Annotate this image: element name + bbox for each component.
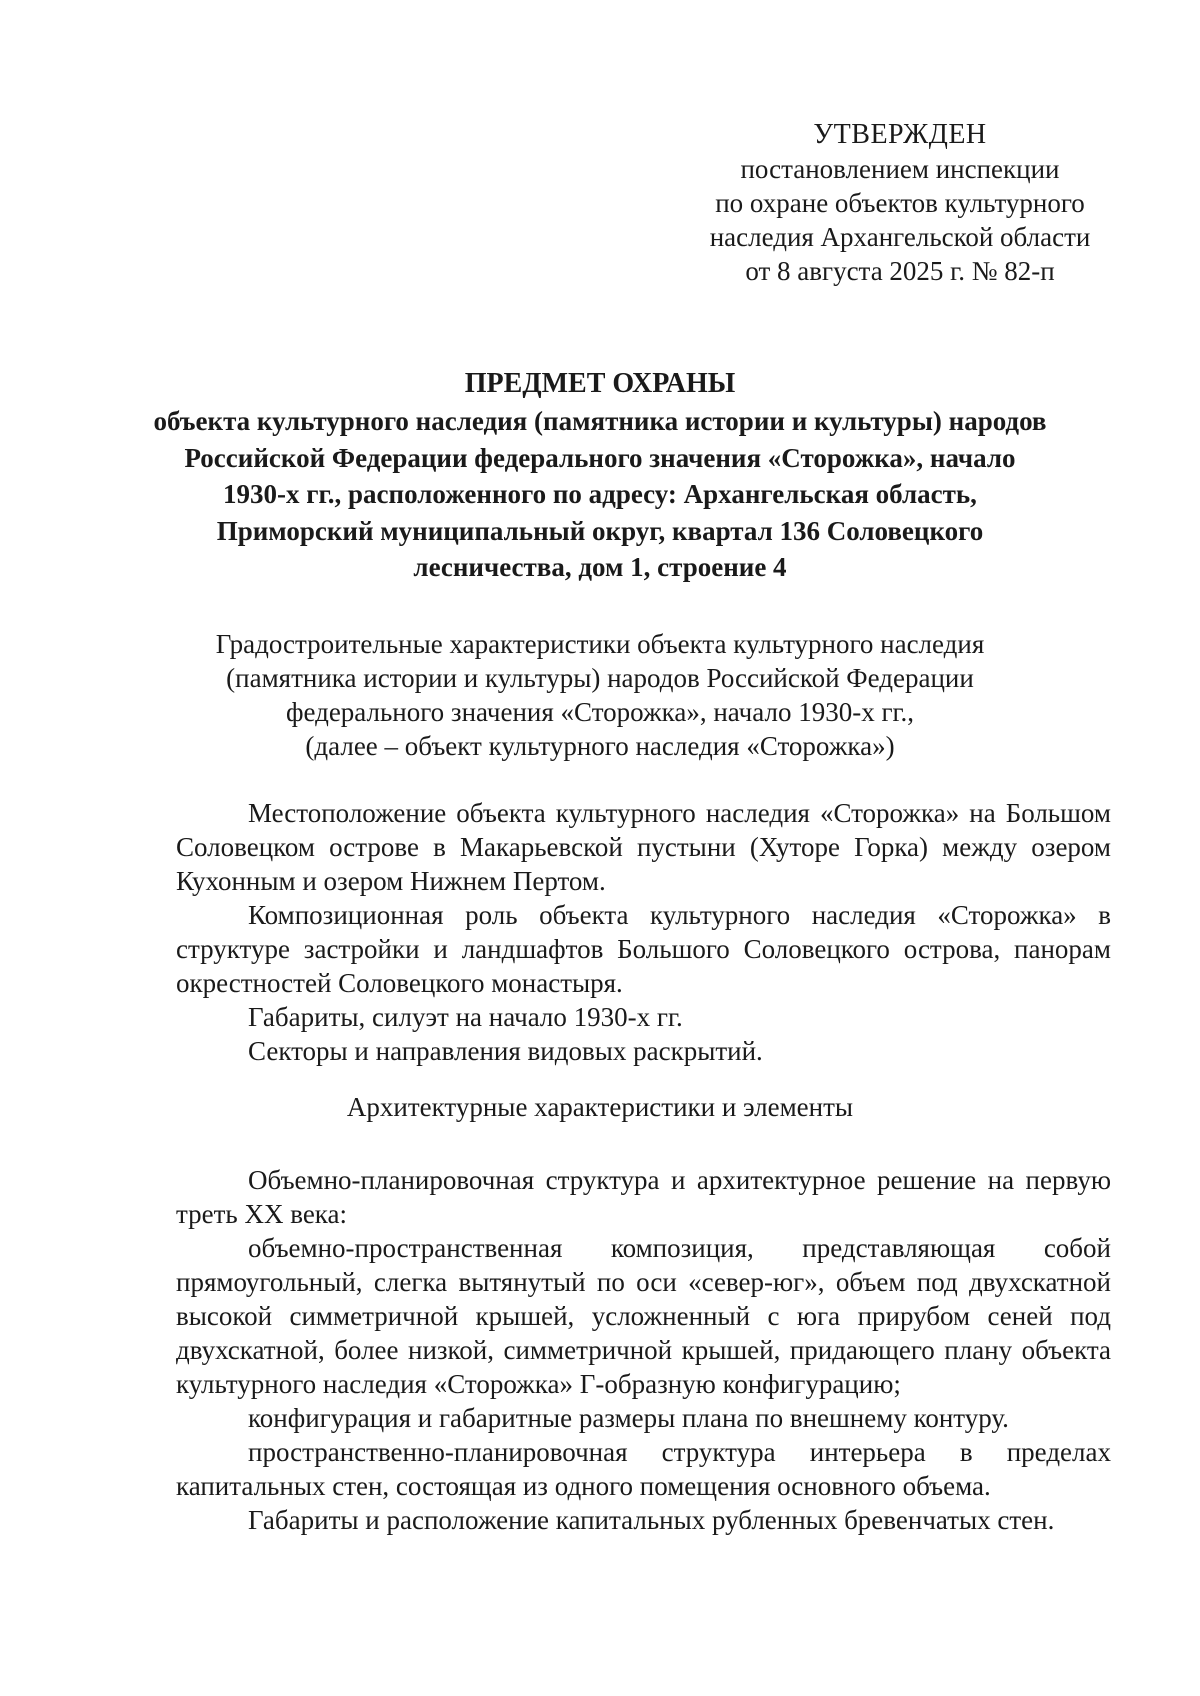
paragraph: пространственно-планировочная структура интерьера в пределах капитальных стен, состоящая из одного помещения основного объема. — [176, 1437, 1111, 1501]
approval-title: УТВЕРЖДЕН — [813, 119, 987, 150]
paragraph: Местоположение объекта культурного наследия «Сторожка» на Большом Соловецком острове в Макарьевской пустыни (Хуторе Горка) между озером Кухонным и озером Нижнем Пертом. — [176, 798, 1111, 896]
approval-line: по охране объектов культурного — [715, 188, 1085, 218]
paragraph: Композиционная роль объекта культурного наследия «Сторожка» в структуре застройки и ландшафтов Большого Соловецкого острова, панорам окрестностей Соловецкого монастыря. — [176, 900, 1111, 998]
paragraph: объемно-пространственная композиция, представляющая собой прямоугольный, слегка вытянутый по оси «север-юг», объем под двухскатной высокой симметричной крышей, усложненный с юга прирубом сеней под двухскатной, более низкой, симметричной крышей, придающего плану объекта культурного наследия «Сторожка» Г-образную конфигурацию; — [176, 1233, 1111, 1399]
section-heading-line: (памятника истории и культуры) народов Российской Федерации — [226, 663, 974, 693]
paragraph: Объемно-планировочная структура и архитектурное решение на первую треть XX века: — [176, 1165, 1111, 1229]
subtitle-line: 1930-х гг., расположенного по адресу: Архангельская область, — [223, 479, 977, 509]
section-heading-line: Градостроительные характеристики объекта культурного наследия — [215, 629, 985, 659]
subtitle-line: объекта культурного наследия (памятника истории и культуры) народов — [153, 406, 1047, 436]
subtitle-line: лесничества, дом 1, строение 4 — [413, 552, 787, 582]
document-title: ПРЕДМЕТ ОХРАНЫ — [464, 368, 736, 399]
subtitle-line: Российской Федерации федерального значения «Сторожка», начало — [184, 442, 1016, 473]
section-heading-urban — [150, 627, 1050, 763]
section-heading-architecture — [150, 1090, 1050, 1124]
approval-stamp — [680, 118, 1120, 288]
paragraph: Габариты, силуэт на начало 1930-х гг. — [248, 1002, 683, 1032]
document-subtitle — [130, 403, 1070, 586]
section-body-architecture — [176, 1163, 1111, 1537]
subtitle-line: Приморский муниципальный округ, квартал 136 Соловецкого — [216, 515, 984, 546]
section-heading-line: федерального значения «Сторожка», начало 1930-х гг., — [285, 697, 915, 727]
paragraph: Габариты и расположение капитальных рубленных бревенчатых стен. — [248, 1505, 1055, 1535]
section-heading-line: Архитектурные характеристики и элементы — [346, 1092, 854, 1122]
section-body-urban — [176, 796, 1111, 1068]
approval-line: постановлением инспекции — [740, 154, 1060, 184]
section-heading-line: (далее – объект культурного наследия «Сторожка») — [305, 731, 895, 761]
paragraph: конфигурация и габаритные размеры плана по внешнему контуру. — [248, 1403, 1009, 1433]
paragraph: Секторы и направления видовых раскрытий. — [248, 1036, 763, 1066]
approval-line: наследия Архангельской области — [709, 222, 1091, 252]
approval-date: от 8 августа 2025 г. № 82-п — [745, 256, 1055, 286]
